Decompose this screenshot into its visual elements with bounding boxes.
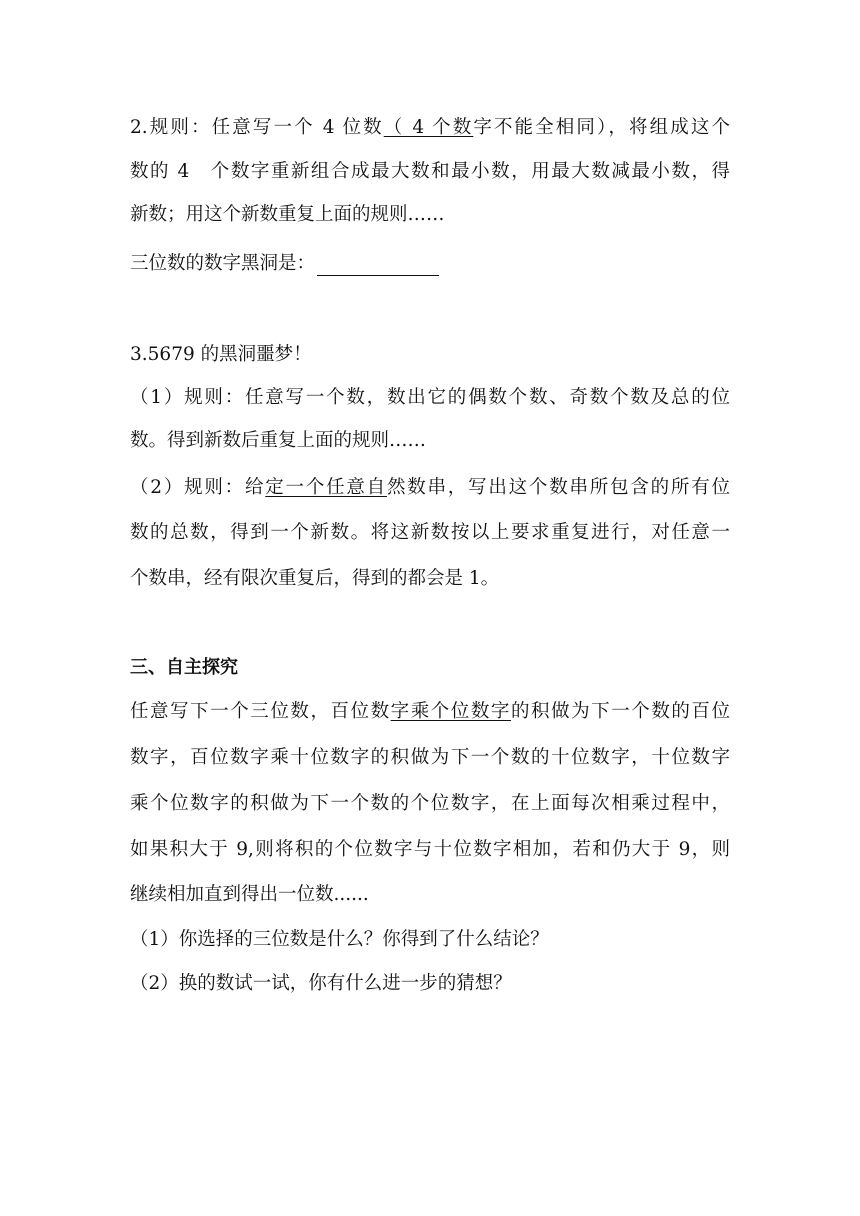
explore-paragraph-line-5: 继续相加直到得出一位数...... [130,884,369,905]
explore-paragraph-line-3: 乘个位数字的积做为下一个数的个位数字，在上面每次相乘过程中， [130,793,730,814]
explore-heading: 三、自主探究 [130,657,238,678]
question-text: 三位数的数字黑洞是： [130,253,316,274]
explore-question-1: （1）你选择的三位数是什么？你得到了什么结论？ [130,929,549,950]
explore-paragraph-line-2: 数字，百位数字乘十位数字的积做为下一个数的十位数字，十位数字 [130,747,730,768]
explore-text-b: 的积做为下一个数的百位 [510,701,730,722]
explore-paragraph-line-1 [130,700,730,724]
rule-3-2-text-b: 然数串，写出这个数串所包含的所有位 [386,477,730,498]
rule-3-2-text-a: （2）规则：给 [130,477,266,498]
rule-2-underlined-text: （ 4 个数 [383,117,474,138]
rule-2-text-b: 字不能全相同），将组成这个 [473,117,730,138]
rule-3-2-underlined-text: 定一个任意自 [265,477,387,498]
rule-2-line-2: 数的 4 个数字重新组合成最大数和最小数，用最大数减最小数，得 [130,161,730,182]
explore-paragraph-line-4: 如果积大于 9,则将积的个位数字与十位数字相加，若和仍大于 9，则 [130,839,730,860]
explore-text-a: 任意写下一个三位数，百位数 [130,701,391,722]
rule-3-2-line-2: 数的总数，得到一个新数。将这新数按以上要求重复进行，对任意一 [130,522,730,543]
explore-underlined-text: 字乘个位数字 [390,701,511,722]
rule-2-line-3: 新数；用这个新数重复上面的规则…… [130,204,445,225]
rule-3-2-line-3: 个数串，经有限次重复后，得到的都会是 1。 [130,568,500,589]
rule-3-2-line-1 [130,476,730,500]
explore-question-2: （2）换的数试一试，你有什么进一步的猜想？ [130,973,512,994]
three-digit-black-hole-question [130,252,730,276]
rule-3-1-line-1: （1）规则：任意写一个数，数出它的偶数个数、奇数个数及总的位 [130,387,730,408]
section-3-title: 3.5679 的黑洞噩梦！ [130,344,312,365]
rule-2-line-1 [130,116,730,140]
rule-3-1-line-2: 数。得到新数后重复上面的规则…… [130,430,427,451]
rule-2-text-a: 2.规则：任意写一个 4 位数 [130,117,384,138]
answer-blank[interactable] [317,257,439,276]
